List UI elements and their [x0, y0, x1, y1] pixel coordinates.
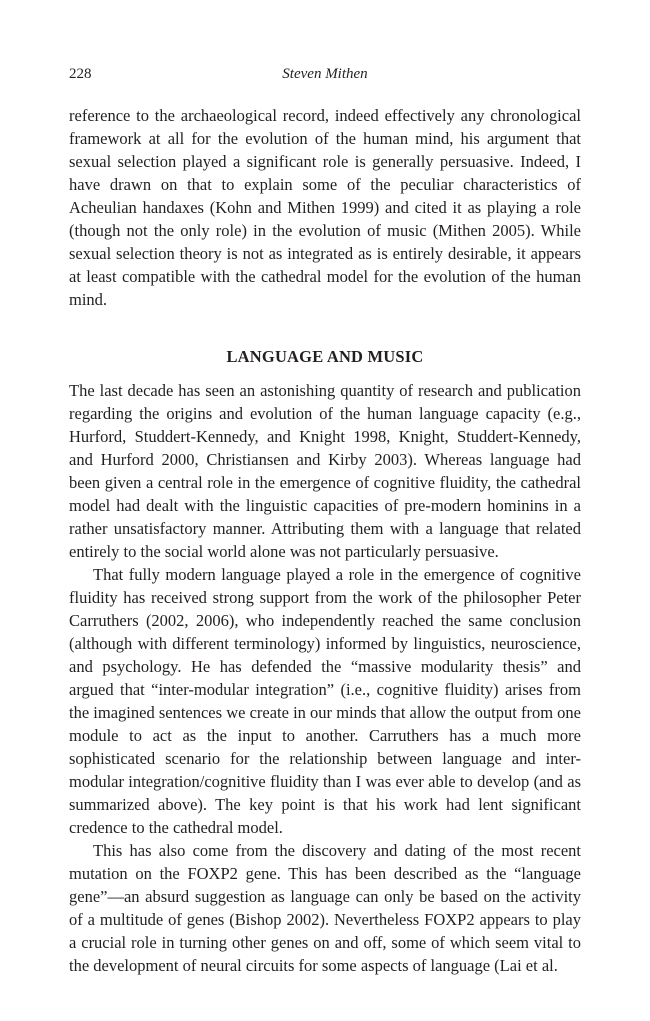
- paragraph-3: This has also come from the discovery and dating of the most recent mutation on the FOXP2 gene. This has been described as the “language gene”—an absurd suggestion as language can only be based on the activity of a multitude of genes (Bishop 2002). Nevertheless FOXP2 appears to play a crucial role in turning other genes on and off, some of which seem vital to the development of neural circuits for some aspects of language (Lai et al.: [69, 841, 581, 975]
- running-head: [69, 62, 581, 86]
- paragraph-continued: reference to the archaeological record, indeed effectively any chronological framework at all for the evolution of the human mind, his argument that sexual selection played a significant role is generally persuasive. Indeed, I have drawn on that to explain some of the peculiar characteristics of Acheulian handaxes (Kohn and Mithen 1999) and cited it as playing a role (though not the only role) in the evolution of music (Mithen 2005). While sexual selection theory is not as integrated as is entirely desirable, it appears at least compatible with the cathedral model for the evolution of the human mind.: [69, 106, 581, 309]
- book-page: [69, 62, 581, 977]
- body-text: [69, 104, 581, 977]
- page-number: 228: [69, 66, 92, 82]
- running-title: Steven Mithen: [282, 66, 368, 82]
- section-heading: LANGUAGE AND MUSIC: [226, 347, 424, 366]
- paragraph-2: That fully modern language played a role in the emergence of cognitive fluidity has received strong support from the work of the philosopher Peter Carruthers (2002, 2006), who independently reached the same conclusion (although with different terminology) informed by linguistics, neuroscience, and psychology. He has defended the “massive modularity thesis” and argued that “inter-modular integration” (i.e., cognitive fluidity) arises from the imagined sentences we create in our minds that allow the output from one module to act as the input to another. Carruthers has a much more sophisticated scenario for the relationship between language and inter-modular integration/cognitive fluidity than I was ever able to develop (and as summarized above). The key point is that his work had lent significant credence to the cathedral model.: [69, 565, 581, 837]
- paragraph-1: The last decade has seen an astonishing quantity of research and publication regarding the origins and evolution of the human language capacity (e.g., Hurford, Studdert-Kennedy, and Knight 1998, Knight, Studdert-Kennedy, and Hurford 2000, Christiansen and Kirby 2003). Whereas language had been given a central role in the emergence of cognitive fluidity, the cathedral model had dealt with the linguistic capacities of pre-modern hominins in a rather unsatisfactory manner. Attributing them with a language that related entirely to the social world alone was not particularly persuasive.: [69, 381, 581, 561]
